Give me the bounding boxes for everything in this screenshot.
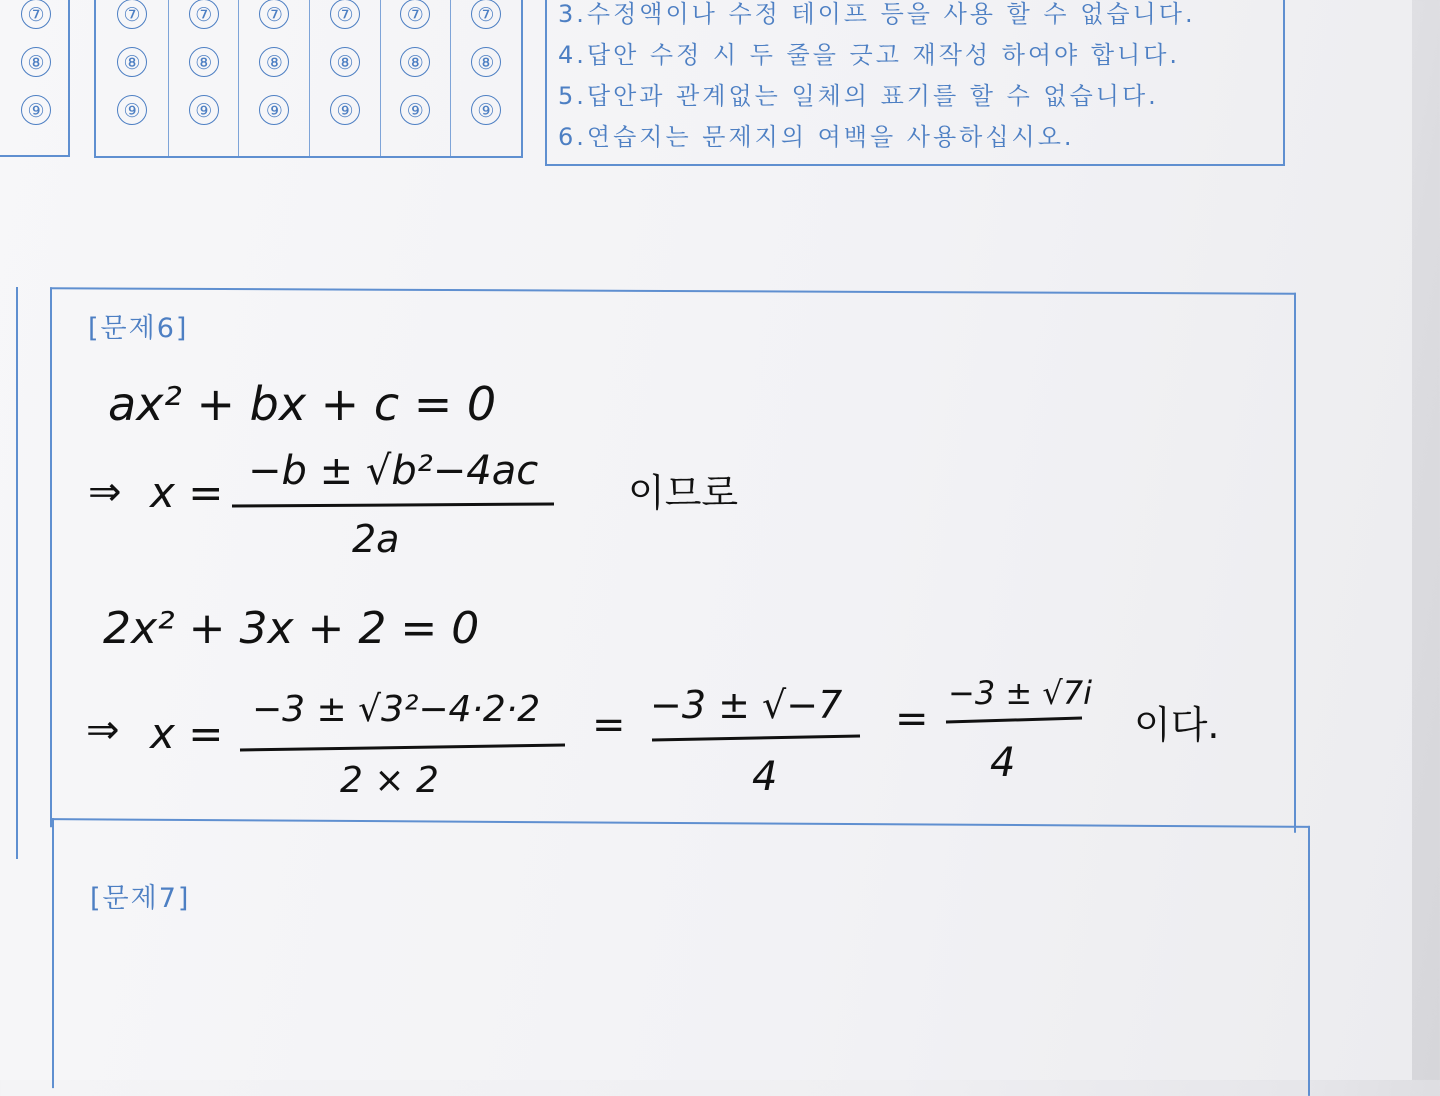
omr-bubble[interactable]: ⑧ [471, 47, 501, 77]
omr-bubble[interactable]: ⑨ [330, 95, 360, 125]
equals-sign: = [895, 696, 929, 742]
omr-bubble[interactable]: ⑦ [21, 0, 51, 29]
omr-bubble[interactable]: ⑧ [21, 47, 51, 77]
omr-bubble[interactable]: ⑧ [400, 47, 430, 77]
omr-bubble[interactable]: ⑦ [259, 0, 289, 29]
instruction-line: 5.답안과 관계없는 일체의 표기를 할 수 없습니다. [558, 82, 1159, 110]
conclusion-text: 이다. [1134, 703, 1220, 747]
omr-bubble[interactable]: ⑧ [330, 47, 360, 77]
x-equals: x = [150, 468, 224, 517]
omr-bubble[interactable]: ⑨ [21, 95, 51, 125]
omr-bubble[interactable]: ⑧ [189, 47, 219, 77]
quadratic-formula-numerator: −b ± √b²−4ac [248, 448, 539, 494]
fraction-2-denominator: 4 [752, 754, 778, 800]
therefore-text: 이므로 [628, 471, 739, 515]
fraction-bar [946, 718, 1082, 722]
omr-bubble[interactable]: ⑧ [117, 47, 147, 77]
fraction-1-denominator: 2 × 2 [340, 760, 439, 801]
omr-bubble[interactable]: ⑧ [259, 47, 289, 77]
x-equals: x = [150, 709, 224, 758]
fraction-bar [232, 504, 554, 506]
omr-bubble[interactable]: ⑦ [471, 0, 501, 29]
instruction-line: 4.답안 수정 시 두 줄을 긋고 재작성 하여야 합니다. [558, 41, 1181, 69]
equals-sign: = [592, 702, 626, 748]
quadratic-formula-denominator: 2a [352, 517, 400, 561]
omr-bubble[interactable]: ⑨ [117, 95, 147, 125]
specific-equation: 2x² + 3x + 2 = 0 [103, 603, 480, 654]
instruction-line: 6.연습지는 문제지의 여백을 사용하십시오. [558, 123, 1075, 151]
omr-bubble[interactable]: ⑨ [259, 95, 289, 125]
omr-bubble[interactable]: ⑦ [330, 0, 360, 29]
omr-bubble[interactable]: ⑦ [189, 0, 219, 29]
fraction-2-numerator: −3 ± √−7 [650, 683, 843, 727]
fraction-bar [240, 745, 565, 750]
fraction-3-numerator: −3 ± √7i [948, 674, 1092, 712]
fraction-bar [652, 736, 860, 740]
implies-arrow: ⇒ [88, 469, 122, 515]
fraction-3-denominator: 4 [990, 740, 1016, 786]
omr-bubble[interactable]: ⑨ [189, 95, 219, 125]
question-6-label: [문제6] [88, 313, 189, 344]
question-7-label: [문제7] [90, 883, 191, 914]
fraction-1-numerator: −3 ± √3²−4·2·2 [252, 689, 541, 730]
omr-bubble[interactable]: ⑦ [117, 0, 147, 29]
omr-bubble[interactable]: ⑨ [471, 95, 501, 125]
instruction-line: 3.수정액이나 수정 테이프 등을 사용 할 수 없습니다. [558, 0, 1196, 28]
omr-bubble[interactable]: ⑦ [400, 0, 430, 29]
implies-arrow: ⇒ [86, 707, 120, 753]
omr-bubble[interactable]: ⑨ [400, 95, 430, 125]
quadratic-general-equation: ax² + bx + c = 0 [108, 377, 497, 431]
